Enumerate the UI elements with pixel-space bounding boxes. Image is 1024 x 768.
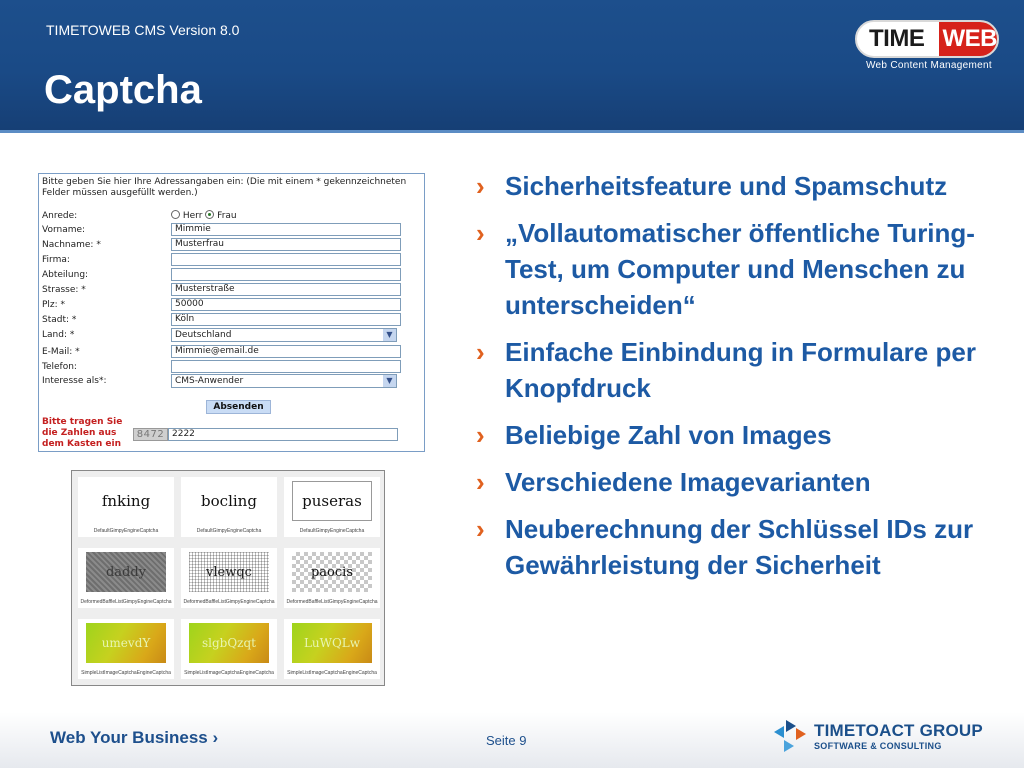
captcha-input[interactable]: 2222 bbox=[168, 428, 398, 441]
form-row-interesse bbox=[42, 374, 422, 388]
field-label: Vorname: bbox=[42, 225, 86, 235]
form-row-plz bbox=[42, 298, 422, 312]
abteilung-input[interactable] bbox=[171, 268, 401, 281]
plz-input[interactable]: 50000 bbox=[171, 298, 401, 311]
bullet-text: Beliebige Zahl von Images bbox=[505, 420, 832, 450]
chevron-right-icon: › bbox=[212, 728, 219, 747]
bullet-chevron-icon: › bbox=[476, 218, 485, 248]
form-intro-text: Bitte geben Sie hier Ihre Adressangaben ein: (Die mit einem * gekennzeichneten Felder müssen ausgefüllt werden.) bbox=[42, 177, 407, 198]
gallery-item bbox=[284, 619, 380, 679]
field-label: Firma: bbox=[42, 255, 70, 265]
anrede-label: Anrede: bbox=[42, 211, 78, 221]
bullet-text: Einfache Einbindung in Formulare per Knopfdruck bbox=[505, 337, 976, 403]
telefon-label: Telefon: bbox=[42, 362, 77, 372]
bullet-chevron-icon: › bbox=[476, 337, 485, 367]
land-select[interactable] bbox=[171, 328, 397, 342]
captcha-sample-caption: DeformedBaffleListGimpyEngineCaptcha bbox=[286, 599, 378, 605]
bullet-item bbox=[476, 334, 976, 406]
gallery-item bbox=[78, 477, 174, 537]
form-row-email bbox=[42, 345, 422, 359]
field-label: Plz: * bbox=[42, 300, 66, 310]
header-divider bbox=[0, 130, 1024, 133]
captcha-sample-caption: DefaultGimpyEngineCaptcha bbox=[196, 528, 262, 534]
form-row-strasse bbox=[42, 283, 422, 297]
interesse-select-value: CMS-Anwender bbox=[175, 376, 244, 386]
captcha-sample-caption: SimpleListImageCaptchaEngineCaptcha bbox=[287, 670, 377, 676]
form-row-stadt bbox=[42, 313, 422, 327]
logo-text-time-to: TIME bbox=[869, 25, 925, 52]
captcha-sample-caption: DeformedBaffleListGimpyEngineCaptcha bbox=[80, 599, 172, 605]
firma-input[interactable] bbox=[171, 253, 401, 266]
chevron-down-icon[interactable]: ▼ bbox=[383, 375, 396, 387]
field-label: Stadt: * bbox=[42, 315, 77, 325]
logo-text-web: WEB bbox=[939, 22, 998, 56]
bullet-text: Sicherheitsfeature und Spamschutz bbox=[505, 171, 948, 201]
bullet-text: Neuberechnung der Schlüssel IDs zur Gewährleistung der Sicherheit bbox=[505, 514, 974, 580]
company-name: TIMETOACT GROUP bbox=[814, 721, 983, 740]
anrede-radio-group bbox=[171, 210, 237, 221]
product-version: TIMETOWEB CMS Version 8.0 bbox=[46, 22, 240, 38]
gallery-item bbox=[78, 548, 174, 608]
address-form-screenshot bbox=[38, 173, 425, 452]
bullet-chevron-icon: › bbox=[476, 514, 485, 544]
telefon-input[interactable] bbox=[171, 360, 401, 373]
captcha-sample-caption: DefaultGimpyEngineCaptcha bbox=[299, 528, 365, 534]
captcha-sample-caption: SimpleListImageCaptchaEngineCaptcha bbox=[184, 670, 274, 676]
bullet-text: „Vollautomatischer öffentliche Turing-Test, um Computer und Menschen zu unterscheiden“ bbox=[505, 218, 975, 320]
radio-frau-label: Frau bbox=[217, 211, 237, 221]
captcha-sample-image: slgbQzqt bbox=[189, 623, 269, 663]
slogan-text: Web Your Business bbox=[50, 728, 208, 747]
bullet-item bbox=[476, 215, 976, 323]
form-row-telefon bbox=[42, 360, 422, 374]
page-number: Seite 9 bbox=[486, 733, 527, 748]
bullet-text: Verschiedene Imagevarianten bbox=[505, 467, 871, 497]
land-select-value: Deutschland bbox=[175, 330, 232, 340]
bullet-chevron-icon: › bbox=[476, 467, 485, 497]
captcha-sample-caption: DefaultGimpyEngineCaptcha bbox=[93, 528, 159, 534]
captcha-sample-image: LuWQLw bbox=[292, 623, 372, 663]
email-label: E-Mail: * bbox=[42, 347, 80, 357]
gallery-item bbox=[181, 548, 277, 608]
captcha-sample-image: umevdY bbox=[86, 623, 166, 663]
bullet-item bbox=[476, 168, 976, 204]
captcha-sample-caption: DeformedBaffleListGimpyEngineCaptcha bbox=[183, 599, 275, 605]
captcha-variants-gallery bbox=[71, 470, 385, 686]
land-label: Land: * bbox=[42, 330, 75, 340]
interesse-select[interactable] bbox=[171, 374, 397, 388]
radio-frau[interactable] bbox=[205, 210, 214, 219]
email-input[interactable]: Mimmie@email.de bbox=[171, 345, 401, 358]
bullet-chevron-icon: › bbox=[476, 420, 485, 450]
timetoact-logo-icon bbox=[774, 720, 806, 752]
captcha-hint: Bitte tragen Sie die Zahlen aus dem Kasten ein bbox=[42, 417, 123, 449]
radio-herr[interactable] bbox=[171, 210, 180, 219]
field-label: Strasse: * bbox=[42, 285, 86, 295]
gallery-item bbox=[284, 548, 380, 608]
captcha-sample-image: daddy bbox=[86, 552, 166, 592]
gallery-item bbox=[181, 619, 277, 679]
form-row-vorname bbox=[42, 223, 422, 237]
form-row-firma bbox=[42, 253, 422, 267]
stadt-input[interactable]: Köln bbox=[171, 313, 401, 326]
captcha-image: 8472 bbox=[133, 428, 168, 441]
captcha-sample-image: paocis bbox=[292, 552, 372, 592]
captcha-sample-image: bocling bbox=[201, 492, 257, 510]
form-row-nachname bbox=[42, 238, 422, 252]
captcha-sample-caption: SimpleListImageCaptchaEngineCaptcha bbox=[81, 670, 171, 676]
field-label: Abteilung: bbox=[42, 270, 89, 280]
vorname-input[interactable]: Mimmie bbox=[171, 223, 401, 236]
gallery-item bbox=[181, 477, 277, 537]
chevron-down-icon[interactable]: ▼ bbox=[383, 329, 396, 341]
timetoweb-logo bbox=[855, 20, 999, 58]
bullet-item bbox=[476, 464, 976, 500]
footer-slogan bbox=[50, 728, 218, 748]
gallery-item bbox=[78, 619, 174, 679]
field-label: Nachname: * bbox=[42, 240, 101, 250]
gallery-item bbox=[284, 477, 380, 537]
form-row-anrede bbox=[42, 209, 422, 223]
feature-bullet-list bbox=[476, 168, 976, 594]
absenden-button[interactable]: Absenden bbox=[206, 400, 271, 414]
form-row-land bbox=[42, 328, 422, 342]
bullet-chevron-icon: › bbox=[476, 171, 485, 201]
bullet-item bbox=[476, 511, 976, 583]
captcha-sample-image: fnking bbox=[101, 492, 151, 510]
interesse-label: Interesse als*: bbox=[42, 376, 107, 386]
form-row-abteilung bbox=[42, 268, 422, 282]
company-tagline: SOFTWARE & CONSULTING bbox=[814, 741, 942, 751]
bullet-item bbox=[476, 417, 976, 453]
radio-herr-label: Herr bbox=[182, 211, 203, 221]
captcha-sample-image: vlewqc bbox=[189, 552, 269, 592]
logo-tagline: Web Content Management bbox=[866, 60, 992, 71]
nachname-input[interactable]: Musterfrau bbox=[171, 238, 401, 251]
strasse-input[interactable]: Musterstraße bbox=[171, 283, 401, 296]
slide-title: Captcha bbox=[44, 68, 202, 112]
captcha-sample-image: puseras bbox=[292, 481, 372, 521]
